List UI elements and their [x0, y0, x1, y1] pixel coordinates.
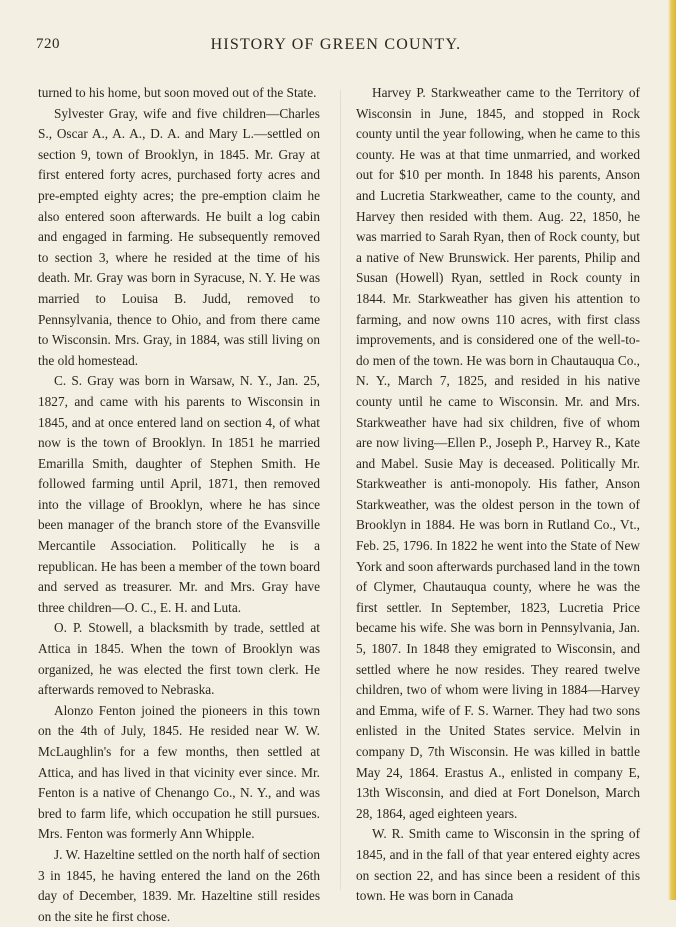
page-edge: [668, 0, 676, 900]
right-column: [356, 83, 640, 907]
paragraph: Harvey P. Starkweather came to the Territory of Wisconsin in June, 1845, and stopped in Rock county until the year following, when he came to this county. He was at that time unmarried, and worked out for $10 per month. In 1848 his parents, Anson and Lucretia Starkweather, came to the county, and Harvey then resided with them. Aug. 22, 1850, he was married to Sarah Ryan, then of Rock county, but a native of New Brunswick. Her parents, Philip and Susan (Howell) Ryan, settled in Rock county in 1844. Mr. Starkweather has given his attention to farming, and now owns 110 acres, with first class improvements, and is considered one of the well-to-do men of the town. He was born in Chautauqua Co., N. Y., March 7, 1825, and resided in his native county until he came to Wisconsin. Mr. and Mrs. Starkweather have had six children, five of whom are now living—Ellen P., Joseph P., Harvey R., Kate and Mabel. Susie May is deceased. Politically Mr. Starkweather is anti-monopoly. His father, Anson Starkweather, was the oldest person in the town of Brooklyn in 1884. He was born in Rutland Co., Vt., Feb. 25, 1796. In 1822 he went into the State of New York and soon afterwards purchased land in the town of Clymer, Chautauqua county, where he was the first settler. In September, 1823, Lucretia Price became his wife. She was born in Pennsylvania, Jan. 5, 1807. In 1848 they emigrated to Wisconsin, and settled where he now resides. They reared twelve children, two of whom were living in 1884—Harvey and Emma, wife of F. S. Warner. They had two sons enlisted in the United States service. Melvin in company D, 7th Wisconsin. He was killed in battle May 24, 1864. Erastus A., enlisted in company E, 13th Wisconsin, and died at Fort Donelson, March 28, 1864, aged eighteen years.: [356, 85, 640, 821]
paragraph: O. P. Stowell, a blacksmith by trade, settled at Attica in 1845. When the town of Brooklyn was organized, he was elected the first town clerk. He afterwards removed to Nebraska.: [38, 620, 320, 698]
page-number: 720: [36, 36, 60, 52]
left-column: [38, 83, 320, 927]
paragraph: Alonzo Fenton joined the pioneers in this town on the 4th of July, 1845. He resided near W. W. McLaughlin's for a few months, then settled at Attica, and has lived in that vicinity ever since. Mr. Fenton is a native of Chenango Co., N. Y., and was bred to farm life, which occupation he still pursues. Mrs. Fenton was formerly Ann Whipple.: [38, 702, 320, 842]
paragraph: J. W. Hazeltine settled on the north half of section 3 in 1845, he having entered the land on the 26th day of December, 1839. Mr. Hazeltine still resides on the site he first chose.: [38, 846, 320, 924]
paragraph: turned to his home, but soon moved out of the State.: [38, 85, 317, 100]
running-title: HISTORY OF GREEN COUNTY.: [210, 36, 462, 53]
paragraph: C. S. Gray was born in Warsaw, N. Y., Jan. 25, 1827, and came with his parents to Wisconsin in 1845, and at once entered land on section 4, of what now is the town of Brooklyn. In 1851 he married Emarilla Smith, daughter of Stephen Smith. He followed farming until April, 1871, then removed into the village of Brooklyn, where he has since been manager of the branch store of the Evansville Mercantile Association. Politically he is a republican. He has been a member of the town board and served as treasurer. Mr. and Mrs. Gray have three children—O. C., E. H. and Luta.: [38, 373, 320, 615]
paragraph: Sylvester Gray, wife and five children—Charles S., Oscar A., A. A., D. A. and Mary L.—settled on section 9, town of Brooklyn, in 1845. Mr. Gray at first entered forty acres, purchased forty acres and pre-empted eighty acres; the pre-emption claim he also entered soon afterwards. He built a log cabin and engaged in farming. He subsequently removed to section 3, where he resided at the time of his death. Mr. Gray was born in Syracuse, N. Y. He was married to Louisa B. Judd, removed to Pennsylvania, thence to Ohio, and from there came to Wisconsin. Mrs. Gray, in 1884, was still living on the old homestead.: [38, 105, 320, 368]
paragraph: W. R. Smith came to Wisconsin in the spring of 1845, and in the fall of that year entered eighty acres on section 22, and has since been a resident of this town. He was born in Canada: [356, 826, 640, 904]
column-divider: [340, 90, 341, 890]
page-header: [36, 36, 636, 60]
